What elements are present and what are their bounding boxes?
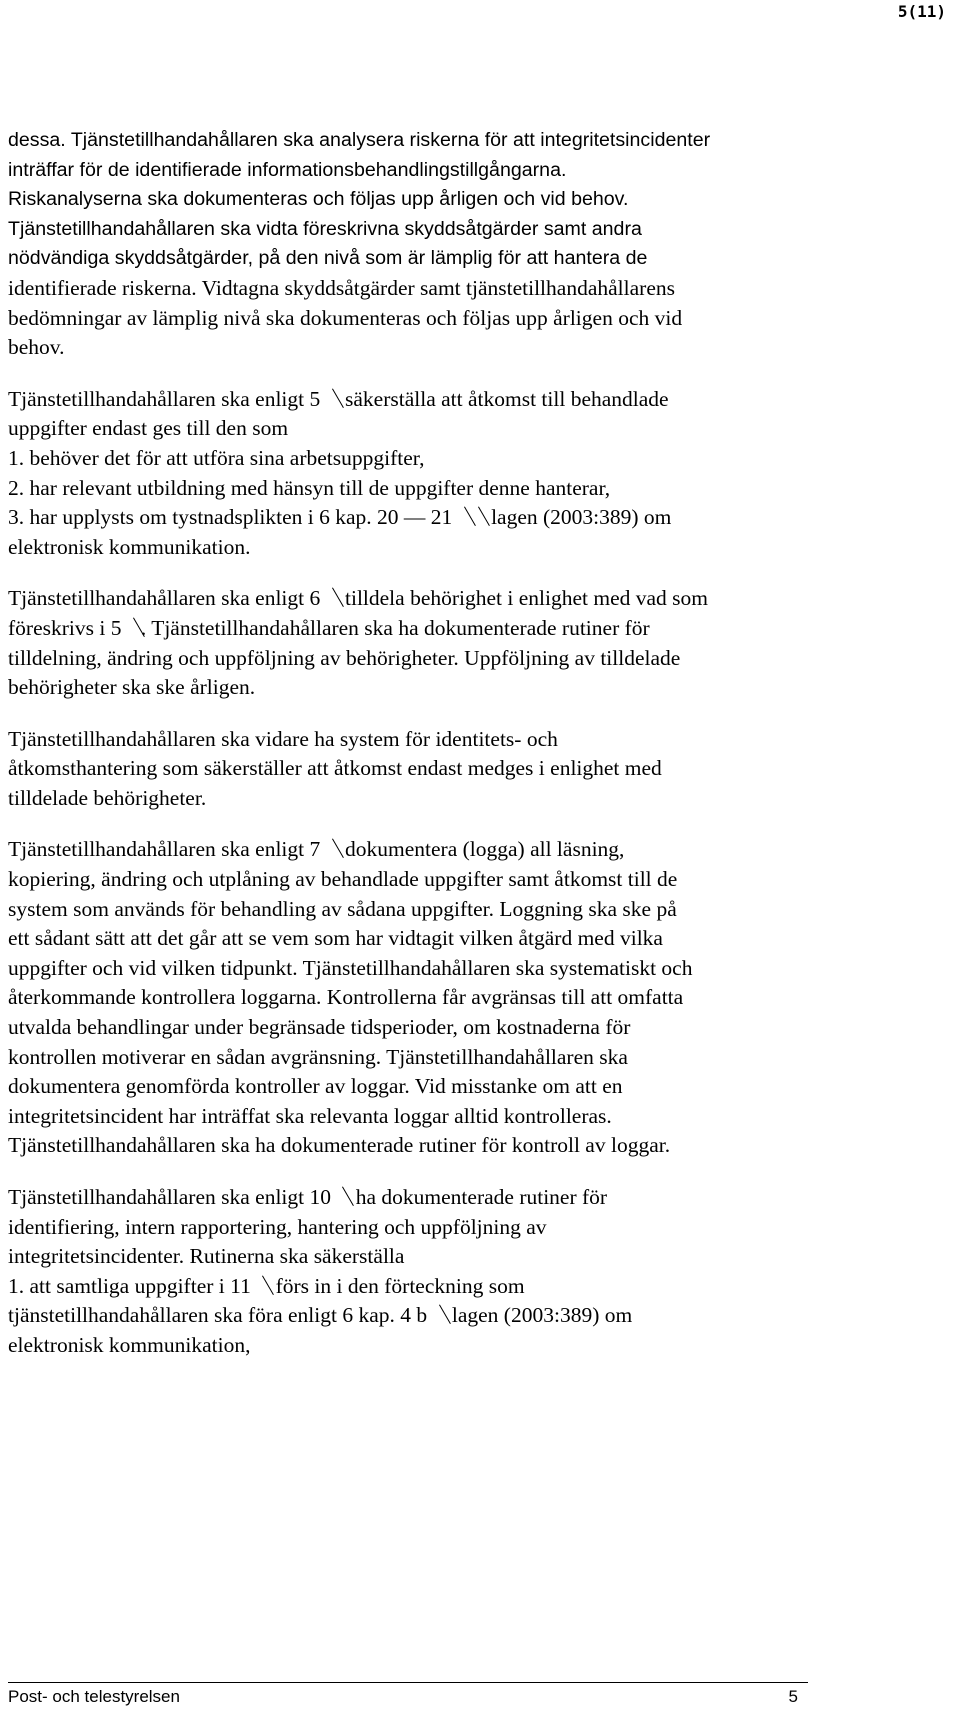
- text-line: [8, 754, 858, 784]
- text-segment: elektronisk kommunikation,: [8, 1332, 251, 1357]
- text-line: [8, 1213, 858, 1243]
- text-line: [8, 1301, 858, 1331]
- text-line: [8, 156, 858, 186]
- text-line: [8, 673, 858, 703]
- text-line: [8, 244, 858, 274]
- text-segment: tilldelning, ändring och uppföljning av behörigheter. Uppföljning av tilldelade: [8, 645, 681, 670]
- text-segment: Tjänstetillhandahållaren ska vidta föreskrivna skyddsåtgärder samt andra: [8, 217, 642, 240]
- text-line: [8, 1183, 858, 1213]
- text-segment: Tjänstetillhandahållaren ska enligt 7: [8, 837, 326, 862]
- text-segment: dessa. Tjänstetillhandahållaren ska analysera riskerna för att integritetsincidenter: [8, 129, 711, 151]
- text-line: [8, 1102, 858, 1132]
- text-line: [8, 1043, 858, 1073]
- text-segment: tilldela behörighet i enlighet med vad som: [339, 586, 709, 611]
- text-segment: Tjänstetillhandahållaren ska ha dokumenterade rutiner för kontroll av loggar.: [8, 1133, 671, 1158]
- text-segment: dokumentera (logga) all läsning,: [339, 837, 625, 862]
- text-segment: inträffar för de identifierade informationsbehandlingstillgångarna.: [8, 158, 567, 181]
- text-line: [8, 444, 858, 474]
- text-line: [8, 533, 858, 563]
- text-line: [8, 414, 858, 444]
- text-line: [8, 1242, 858, 1272]
- text-line: [8, 1072, 858, 1102]
- text-segment: tjänstetillhandahållaren ska föra enligt 6 kap. 4 b: [8, 1303, 433, 1328]
- text-segment: identifierade riskerna. Vidtagna skyddsåtgärder samt tjänstetillhandahållarens: [8, 275, 675, 300]
- text-segment: nödvändiga skyddsåtgärder, på den nivå som är lämplig för att hantera de: [8, 247, 648, 270]
- text-line: [8, 1131, 858, 1161]
- paragraph: [8, 1183, 858, 1361]
- text-line: [8, 725, 858, 755]
- footer-page-number: 5: [788, 1687, 798, 1706]
- text-line: [8, 1331, 858, 1361]
- text-segment: 2. har relevant utbildning med hänsyn till de uppgifter denne hanterar,: [8, 475, 611, 500]
- section-sign-glyph: [433, 1304, 447, 1326]
- text-line: [8, 474, 858, 504]
- text-line: [8, 954, 858, 984]
- text-line: [8, 784, 858, 814]
- text-segment: uppgifter endast ges till den som: [8, 416, 289, 441]
- text-line: [8, 185, 858, 215]
- text-segment: lagen (2003:389) om: [485, 505, 672, 530]
- text-line: [8, 215, 858, 245]
- text-segment: förs in i den förteckning som: [270, 1273, 525, 1298]
- text-line: [8, 503, 858, 533]
- text-segment: Riskanalyserna ska dokumenteras och följas upp årligen och vid behov.: [8, 188, 629, 211]
- text-line: [8, 835, 858, 865]
- text-line: [8, 1013, 858, 1043]
- paragraph: [8, 835, 858, 1161]
- text-segment: 1. behöver det för att utföra sina arbetsuppgifter,: [8, 445, 425, 470]
- paragraph: [8, 725, 858, 814]
- text-segment: åtkomsthantering som säkerställer att åtkomst endast medges i enlighet med: [8, 756, 662, 781]
- text-segment: elektronisk kommunikation.: [8, 534, 251, 559]
- text-line: [8, 304, 858, 334]
- text-segment: Tjänstetillhandahållaren ska enligt 6: [8, 586, 326, 611]
- text-segment: uppgifter och vid vilken tidpunkt. Tjänstetillhandahållaren ska systematiskt och: [8, 955, 693, 980]
- footer-organization: Post- och telestyrelsen: [8, 1687, 180, 1706]
- paragraph: [8, 385, 858, 563]
- text-line: [8, 614, 858, 644]
- text-segment: utvalda behandlingar under begränsade tidsperioder, om kostnaderna för: [8, 1015, 631, 1040]
- text-segment: Tjänstetillhandahållaren ska enligt 10: [8, 1185, 337, 1209]
- section-sign-glyph: [326, 388, 340, 410]
- text-segment: . Tjänstetillhandahållaren ska ha dokumenterade rutiner för: [140, 615, 650, 640]
- text-segment: ha dokumenterade rutiner för: [350, 1185, 608, 1209]
- text-segment: integritetsincidenter. Rutinerna ska säkerställa: [8, 1244, 405, 1269]
- section-sign-glyph: [472, 506, 486, 528]
- text-line: [8, 644, 858, 674]
- paragraph: [8, 584, 858, 702]
- text-segment: identifiering, intern rapportering, hantering och uppföljning av: [8, 1214, 547, 1239]
- text-segment: återkommande kontrollera loggarna. Kontrollerna får avgränsas till att omfatta: [8, 985, 684, 1010]
- text-segment: integritetsincident har inträffat ska relevanta loggar alltid kontrolleras.: [8, 1103, 612, 1128]
- paragraph: [8, 126, 858, 363]
- section-sign-glyph: [256, 1275, 270, 1297]
- text-segment: kontrollen motiverar en sådan avgränsning. Tjänstetillhandahållaren ska: [8, 1044, 628, 1069]
- section-sign-glyph: [326, 838, 340, 860]
- text-line: [8, 924, 858, 954]
- text-line: [8, 983, 858, 1013]
- text-segment: system som används för behandling av sådana uppgifter. Loggning ska ske på: [8, 896, 677, 921]
- section-sign-glyph: [336, 1186, 350, 1208]
- text-segment: lagen (2003:389) om: [446, 1303, 633, 1328]
- text-segment: föreskrivs i 5: [8, 615, 127, 640]
- text-segment: Tjänstetillhandahållaren ska enligt 5: [8, 386, 326, 411]
- document-body: [8, 126, 858, 1383]
- text-segment: behov.: [8, 335, 65, 360]
- text-line: [8, 126, 858, 156]
- footer-divider: [8, 1682, 808, 1683]
- text-segment: 3. har upplysts om tystnadsplikten i 6 kap. 20 — 21: [8, 505, 458, 530]
- text-segment: 1. att samtliga uppgifter i 11: [8, 1273, 257, 1298]
- text-line: [8, 385, 858, 415]
- text-segment: säkerställa att åtkomst till behandlade: [339, 386, 669, 411]
- section-sign-glyph: [127, 617, 141, 639]
- section-sign-glyph: [458, 506, 472, 528]
- text-segment: kopiering, ändring och utplåning av behandlade uppgifter samt åtkomst till de: [8, 867, 678, 892]
- text-line: [8, 333, 858, 363]
- text-line: [8, 274, 858, 304]
- section-sign-glyph: [326, 587, 340, 609]
- text-line: [8, 584, 858, 614]
- page-number: 5(11): [897, 2, 946, 21]
- text-line: [8, 1272, 858, 1302]
- text-segment: bedömningar av lämplig nivå ska dokumenteras och följas upp årligen och vid: [8, 305, 683, 330]
- text-segment: Tjänstetillhandahållaren ska vidare ha system för identitets- och: [8, 726, 558, 751]
- text-segment: behörigheter ska ske årligen.: [8, 675, 256, 700]
- text-segment: ett sådant sätt att det går att se vem som har vidtagit vilken åtgärd med vilka: [8, 926, 663, 951]
- text-segment: dokumentera genomförda kontroller av loggar. Vid misstanke om att en: [8, 1074, 623, 1099]
- text-line: [8, 895, 858, 925]
- text-line: [8, 865, 858, 895]
- text-segment: tilldelade behörigheter.: [8, 785, 207, 810]
